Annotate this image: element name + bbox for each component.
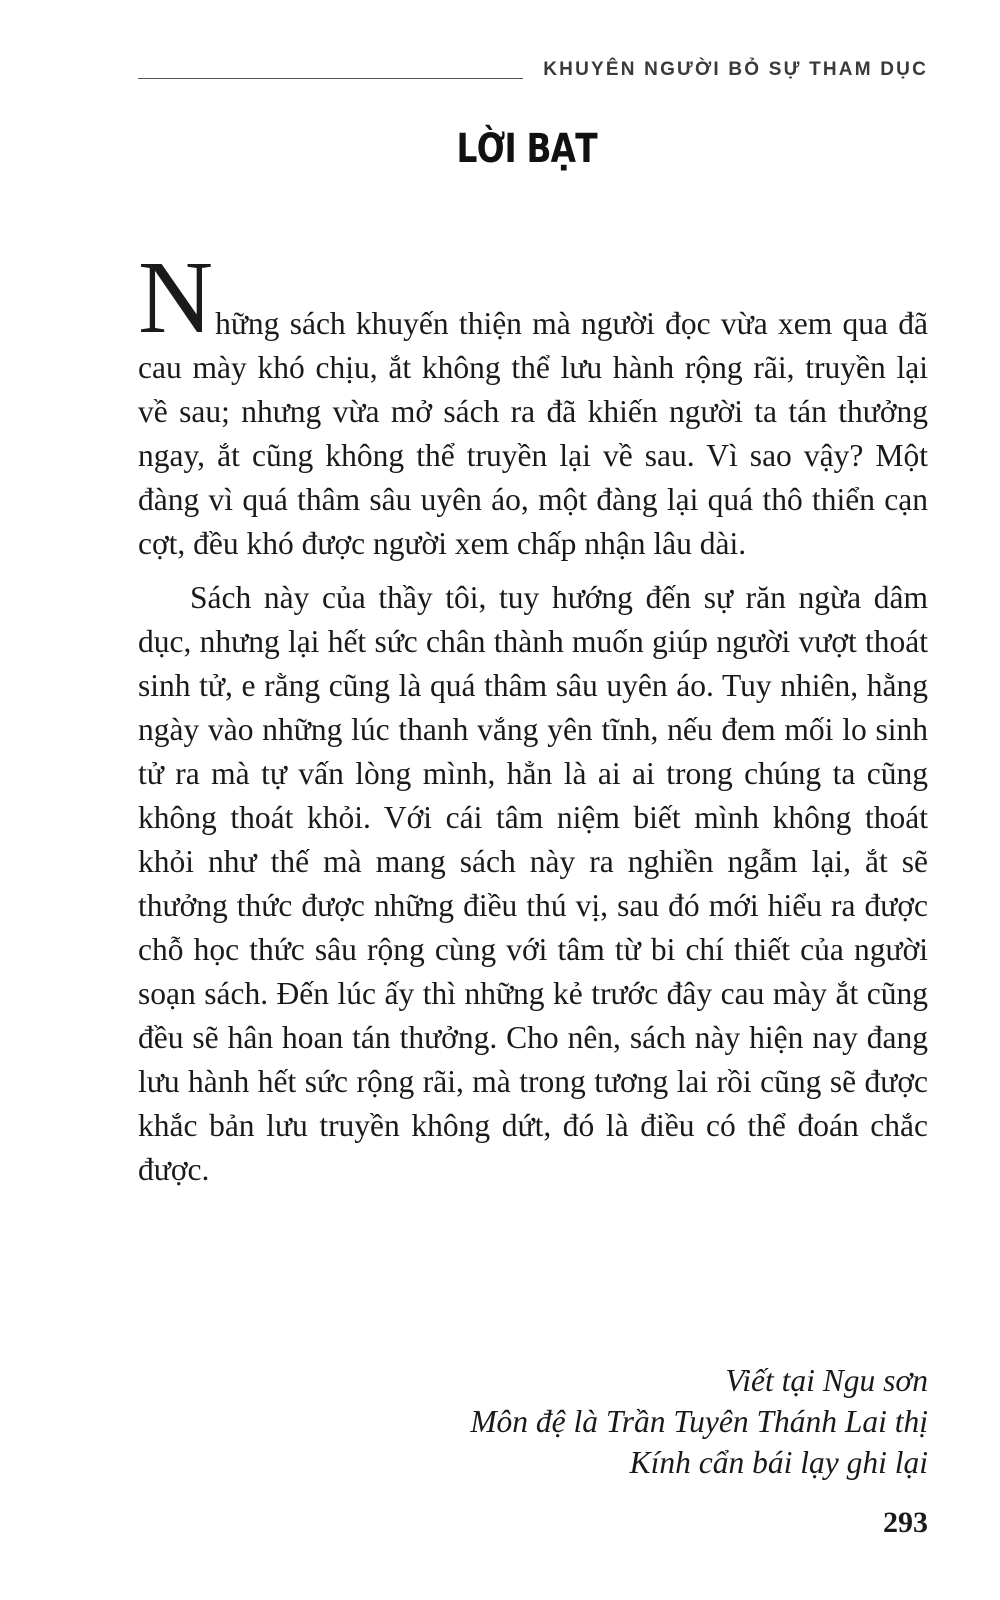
header-rule bbox=[138, 78, 523, 79]
signature-line-2: Môn đệ là Trần Tuyên Thánh Lai thị bbox=[470, 1404, 928, 1439]
drop-cap: N bbox=[138, 240, 214, 355]
paragraph-2: Sách này của thầy tôi, tuy hướng đến sự răn ngừa dâm dục, nhưng lại hết sức chân thành muốn giúp người vượt thoát sinh tử, e rằng cũng là quá thâm sâu uyên áo. Tuy nhiên, hằng ngày vào những lúc thanh vắng yên tĩnh, nếu đem mối lo sinh tử ra mà tự vấn lòng mình, hẳn là ai ai trong chúng ta cũng không thoát khỏi. Với cái tâm niệm biết mình không thoát khỏi như thế mà mang sách này ra nghiền ngẫm lại, ắt sẽ thưởng thức được những điều thú vị, sau đó mới hiểu ra được chỗ học thức sâu rộng cùng với tâm từ bi chí thiết của người soạn sách. Đến lúc ấy thì những kẻ trước đây cau mày ắt cũng đều sẽ hân hoan tán thưởng. Cho nên, sách này hiện nay đang lưu hành hết sức rộng rãi, mà trong tương lai rồi cũng sẽ được khắc bản lưu truyền không dứt, đó là điều có thể đoán chắc được. bbox=[138, 580, 928, 1187]
paragraph-1-text: hững sách khuyến thiện mà người đọc vừa xem qua đã cau mày khó chịu, ắt không thể lưu hành rộng rãi, truyền lại về sau; nhưng vừa mở sách ra đã khiến người ta tán thưởng ngay, ắt cũng không thể truyền lại về sau. Vì sao vậy? Một đàng vì quá thâm sâu uyên áo, một đàng lại quá thô thiển cạn cợt, đều khó được người xem chấp nhận lâu dài. bbox=[138, 306, 928, 561]
body-text bbox=[138, 240, 928, 1192]
signature-line-3: Kính cẩn bái lạy ghi lại bbox=[629, 1445, 928, 1480]
signature-block bbox=[470, 1360, 928, 1483]
running-header bbox=[138, 58, 928, 86]
running-title: KHUYÊN NGƯỜI BỎ SỰ THAM DỤC bbox=[543, 59, 928, 80]
paragraph-1 bbox=[138, 240, 928, 566]
page-number: 293 bbox=[883, 1506, 928, 1539]
signature-line-1: Viết tại Ngu sơn bbox=[725, 1363, 928, 1398]
page-title: LỜI BẠT bbox=[456, 126, 597, 172]
